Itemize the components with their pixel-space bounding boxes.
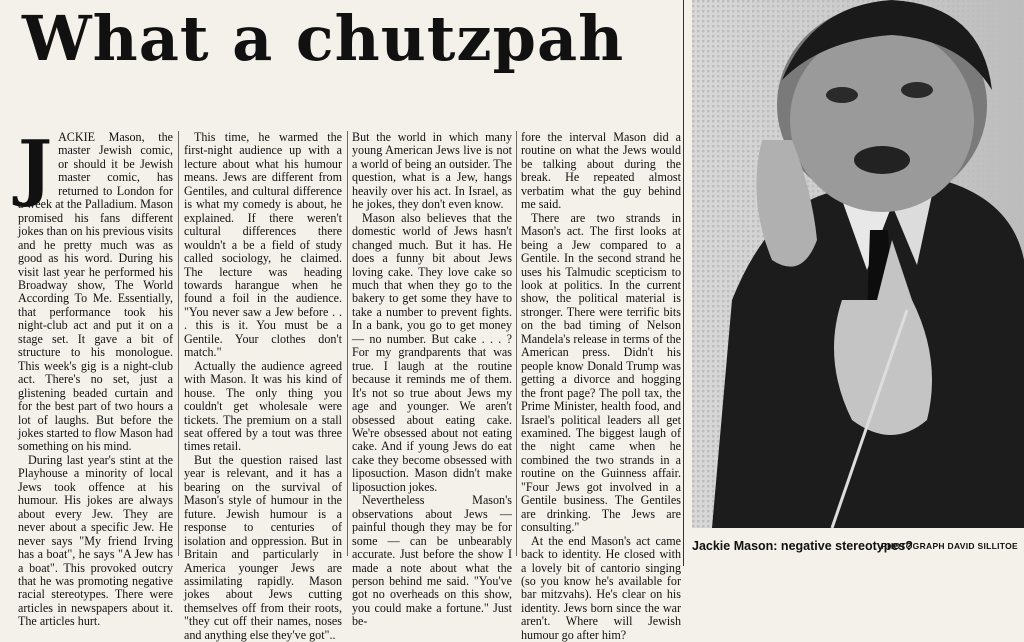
photo-credit: PHOTOGRAPH DAVID SILLITOE [881, 541, 1018, 551]
paragraph: fore the interval Mason did a routine on what the Jews would be talking about during the break. He repeated almost verbatim what the guy behind me said. [521, 130, 681, 212]
caption-text: Jackie Mason: negative stereotypes? [692, 539, 913, 553]
photo-caption [692, 531, 1024, 561]
paragraph: Mason also believes that the domestic world of Jews hasn't changed much. But it has. He does a funny bit about Jews loving cake. They love cake so much that when they go to the bakery to get some they have to take a number to prevent fights. In a bank, you go to get money — no number. But cake . . . ? For my grandparents that was true. I laugh at the routine because it reminds me of them. It's not so true about Jews my age and younger. We aren't obsessed about eating cake. We're obsessed about not eating cake. And if young Jews do eat cake they become obsessed with liposuction. Mason didn't make liposuction jokes. [352, 210, 512, 494]
column-rule [516, 131, 517, 556]
paragraph: At the end Mason's act came back to identity. He closed with a lovely bit of cantorio singing (so you know he's available for bar mitzvahs). He's clear on his identity. Jews born since the war aren't. Where will Jewish humour go after him? [521, 533, 681, 642]
column-rule [178, 131, 179, 556]
article-column-4 [521, 130, 681, 642]
drop-cap: J [18, 124, 53, 209]
photo-divider [683, 0, 684, 566]
headline: What a chutzpah [22, 2, 625, 75]
paragraph: Actually the audience agreed with Mason. It was his kind of house. The only thing you couldn't get wholesale were tickets. The premium on a stall seat offered by a tout was three times retail. [184, 358, 342, 454]
column-rule [347, 131, 348, 556]
paragraph: ACKIE Mason, the master Jewish comic, or should it be Jewish master comic, has returned to London for a week at the Palladium. Mason promised his fans different jokes than on his previous visits and he pretty much was as good as his word. During his visit last year he performed his Broadway show, The World According To Me. Essentially, that performance took his night-club act and put it on a stage set. It gave a bit of structure to his monologue. This week's gig is a night-club act. There's no set, just a glistening beaded curtain and for the best part of two hours a lot of laughs. But before the jokes started to flow Mason had something on his mind. [18, 130, 173, 454]
portrait-illustration [692, 0, 1024, 528]
article-column-1 [18, 124, 173, 629]
article-column-2 [184, 130, 342, 642]
paragraph: But the question raised last year is relevant, and it has a bearing on the survival of Mason's style of humour in the future. Jewish humour is a response to centuries of isolation and oppression. But in Britain and particularly in America younger Jews are assimilating rapidly. Mason jokes about Jews cutting themselves off from their roots, "they cut off their names, noses and anything else they've got".. [184, 452, 342, 642]
paragraph: During last year's stint at the Playhouse a minority of local Jews took offence at his humour. His jokes are always about every Jew. They are never about a specific Jew. He never says "My friend Irving has a boat", he says "A Jew has a boat". This provoked outcry that he was promoting negative racial stereotypes. There were articles in newspapers about it. The articles hurt. [18, 452, 173, 629]
photo-jackie-mason [692, 0, 1024, 528]
paragraph: Nevertheless Mason's observations about Jews — painful though they may be for some — can be unbearably accurate. Just before the show I made a note about what the person behind me said. "You've got no overheads on this show, you could make a fortune." Just be- [352, 493, 512, 629]
paragraph: This time, he warmed the first-night audience up with a lecture about what his humour means. Jews are different from Gentiles, and cultural difference is what my comedy is about, he explained. If there weren't cultural differences there wouldn't a be a field of study called sociology, he claimed. The lecture was heading towards harangue when he found a foil in the audience. "You never saw a Jew before . . . this is it. You must be a Gentile. Your clothes don't match." [184, 130, 342, 360]
paragraph: There are two strands in Mason's act. The first looks at being a Jew compared to a Gentile. In the second strand he uses his Talmudic scepticism to look at politics. In the current show, the political material is stronger. There were terrific bits on the bad timing of Nelson Mandela's release in terms of the American press. Didn't his people know Donald Trump was getting a divorce and hogging the front page? The poll tax, the Prime Minister, health food, and Israel's political leaders all get examined. The biggest laugh of the night came when he combined the two strands in a routine on the Guinness affair. "Four Jews got involved in a Gentile business. The Gentiles are drinking. The Jews are consulting." [521, 210, 681, 535]
paragraph: But the world in which many young American Jews live is not a world of being an outsider. The question, what is a Jew, hangs heavily over his act. In Israel, as he jokes, they don't even know. [352, 130, 512, 212]
article-column-3 [352, 130, 512, 629]
